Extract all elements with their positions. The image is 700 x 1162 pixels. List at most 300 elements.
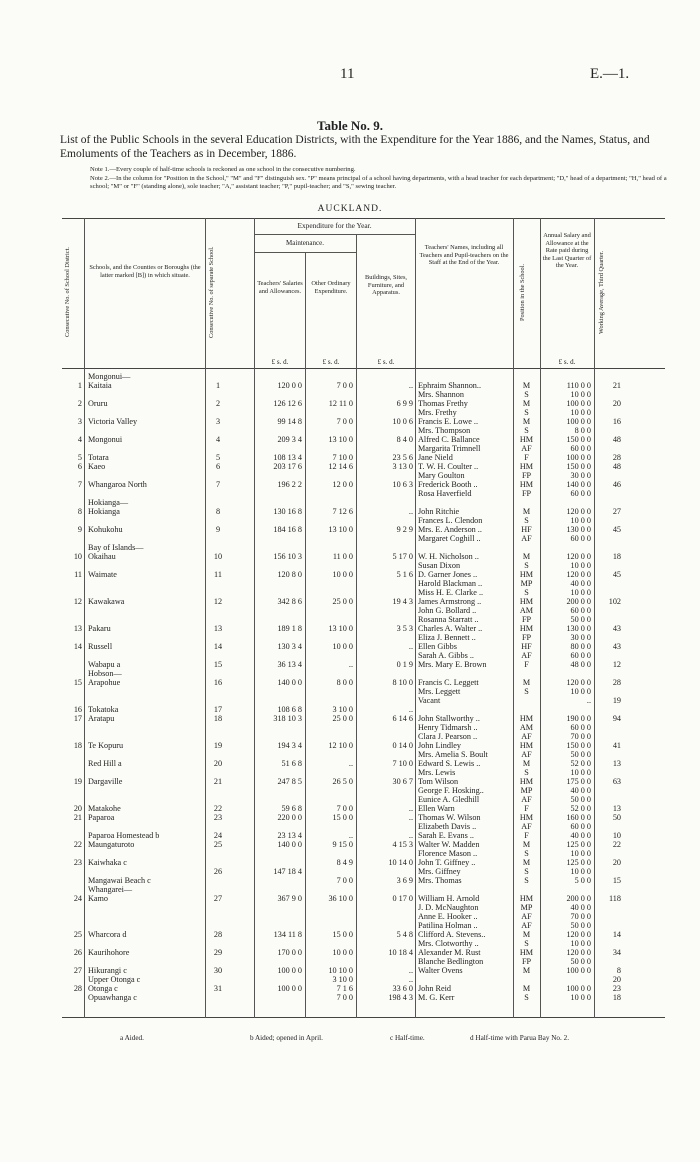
row-10-salaries: 203 17 6 <box>273 462 302 471</box>
row-52-annual-salary: 125 0 0 <box>566 840 591 849</box>
row-22-attendance: 45 <box>612 570 621 579</box>
row-62-district-no: 25 <box>73 930 82 939</box>
row-11-teacher-name: Mary Goulton <box>418 471 465 480</box>
row-30-school-name: Russell <box>88 642 113 651</box>
row-17-school-no: 9 <box>215 525 221 534</box>
col-rule-4 <box>305 252 306 1018</box>
row-1-teacher-name: Ephraim Shannon.. <box>418 381 481 390</box>
row-45-annual-salary: 175 0 0 <box>566 777 591 786</box>
row-2-position: S <box>524 390 529 399</box>
row-2-annual-salary: 10 0 0 <box>570 390 591 399</box>
row-64-school-name: Kaurihohore <box>88 948 130 957</box>
row-62-attendance: 14 <box>612 930 621 939</box>
row-52-school-name: Maungaturoto <box>88 840 135 849</box>
row-24-position: S <box>524 588 529 597</box>
row-7-school-no: 4 <box>215 435 221 444</box>
row-15-other-expenditure: 7 12 6 <box>332 507 353 516</box>
row-58-school-name: Kamo <box>88 894 109 903</box>
row-30-position: HF <box>521 642 532 651</box>
row-5-buildings: 10 0 6 <box>392 417 413 426</box>
row-38-school-no: 18 <box>213 714 223 723</box>
row-64-school-no: 29 <box>213 948 223 957</box>
row-3-teacher-name: Thomas Frethy <box>418 399 468 408</box>
row-24-teacher-name: Miss H. E. Clarke .. <box>418 588 484 597</box>
note-2: Note 2.—In the column for "Position in the School," "M" and "F" distinguish sex. "P" means principal of a school having departments, with a head teacher for each department; "D," head of a department; "H," head of a school; "M" or "F" (standing alone), sole teacher; "A," assistant teacher; "P," pupil-teacher; and "S," sewing teacher. <box>90 174 667 190</box>
row-38-teacher-name: John Stallworthy .. <box>418 714 480 723</box>
footnote-c: c Half-time. <box>390 1034 425 1042</box>
row-35-teacher-name: Mrs. Leggett <box>418 687 461 696</box>
row-52-school-no: 25 <box>213 840 223 849</box>
row-7-annual-salary: 150 0 0 <box>566 435 591 444</box>
row-40-position: AF <box>521 732 532 741</box>
row-39-position: AM <box>519 723 534 732</box>
row-14-school-name: Hokianga— <box>88 498 129 507</box>
row-37-school-name: Tokatoka <box>88 705 119 714</box>
row-59-teacher-name: J. D. McNaughton <box>418 903 479 912</box>
row-54-district-no: 23 <box>73 858 82 867</box>
row-34-district-no: 15 <box>73 678 82 687</box>
row-41-school-name: Te Kopuru <box>88 741 124 750</box>
row-36-teacher-name: Vacant <box>418 696 441 705</box>
row-66-district-no: 27 <box>73 966 82 975</box>
row-6-position: S <box>524 426 529 435</box>
row-52-district-no: 22 <box>73 840 82 849</box>
row-56-annual-salary: 5 0 0 <box>574 876 591 885</box>
row-1-salaries: 120 0 0 <box>277 381 302 390</box>
col-rule-5 <box>356 234 357 1018</box>
row-66-other-expenditure: 10 10 0 <box>328 966 353 975</box>
row-5-position: M <box>522 417 531 426</box>
row-46-annual-salary: 40 0 0 <box>570 786 591 795</box>
row-52-other-expenditure: 9 15 0 <box>332 840 353 849</box>
row-43-position: M <box>522 759 531 768</box>
document-reference: E.—1. <box>590 66 630 82</box>
row-41-buildings: 0 14 0 <box>392 741 413 750</box>
row-34-teacher-name: Francis C. Leggett <box>418 678 479 687</box>
row-60-position: AF <box>521 912 532 921</box>
row-64-annual-salary: 120 0 0 <box>566 948 591 957</box>
row-15-salaries: 130 16 8 <box>273 507 302 516</box>
row-9-annual-salary: 100 0 0 <box>566 453 591 462</box>
row-31-position: AF <box>521 651 532 660</box>
row-51-position: F <box>524 831 529 840</box>
row-62-salaries: 134 11 8 <box>273 930 302 939</box>
row-31-teacher-name: Sarah A. Gibbs .. <box>418 651 474 660</box>
row-46-position: MP <box>520 786 533 795</box>
row-43-teacher-name: Edward S. Lewis .. <box>418 759 481 768</box>
row-55-teacher-name: Mrs. Giffney <box>418 867 461 876</box>
row-22-buildings: 5 1 6 <box>396 570 413 579</box>
row-48-teacher-name: Ellen Warn <box>418 804 455 813</box>
row-45-attendance: 63 <box>612 777 621 786</box>
row-52-buildings: 4 15 3 <box>392 840 413 849</box>
row-66-salaries: 100 0 0 <box>277 966 302 975</box>
note-1: Note 1.—Every couple of half-time schools is reckoned as one school in the consecutive numbering. <box>90 166 356 173</box>
row-69-other-expenditure: 7 0 0 <box>336 993 353 1002</box>
row-2-teacher-name: Mrs. Shannon <box>418 390 464 399</box>
row-65-annual-salary: 50 0 0 <box>570 957 591 966</box>
row-22-district-no: 11 <box>74 570 82 579</box>
row-54-position: M <box>522 858 531 867</box>
row-29-annual-salary: 30 0 0 <box>570 633 591 642</box>
row-38-school-name: Aratapu <box>88 714 115 723</box>
row-35-position: S <box>524 687 529 696</box>
row-45-other-expenditure: 26 5 0 <box>332 777 353 786</box>
row-25-attendance: 102 <box>608 597 621 606</box>
row-39-annual-salary: 60 0 0 <box>570 723 591 732</box>
row-67-other-expenditure: 3 10 0 <box>332 975 353 984</box>
row-49-salaries: 220 0 0 <box>277 813 302 822</box>
row-17-salaries: 184 16 8 <box>273 525 302 534</box>
row-18-teacher-name: Margaret Coghill .. <box>418 534 481 543</box>
row-16-teacher-name: Frances L. Clendon <box>418 516 483 525</box>
row-47-position: AF <box>521 795 532 804</box>
row-7-teacher-name: Alfred C. Ballance <box>418 435 480 444</box>
row-60-teacher-name: Anne E. Hooker .. <box>418 912 478 921</box>
row-47-teacher-name: Eunice A. Gledhill <box>418 795 480 804</box>
row-15-buildings: .. <box>408 507 413 516</box>
header-lsd-buildings: £ s. d. <box>377 358 395 366</box>
row-5-salaries: 99 14 8 <box>277 417 302 426</box>
row-34-annual-salary: 120 0 0 <box>566 678 591 687</box>
row-53-teacher-name: Florence Mason .. <box>418 849 478 858</box>
row-24-annual-salary: 10 0 0 <box>570 588 591 597</box>
row-7-position: HM <box>519 435 534 444</box>
row-15-position: M <box>522 507 531 516</box>
row-48-school-name: Matakohe <box>88 804 121 813</box>
table-bottom-rule <box>62 1017 665 1018</box>
row-64-buildings: 10 18 4 <box>388 948 413 957</box>
row-19-school-name: Bay of Islands— <box>88 543 144 552</box>
row-28-annual-salary: 130 0 0 <box>566 624 591 633</box>
row-5-school-no: 3 <box>215 417 221 426</box>
row-12-other-expenditure: 12 0 0 <box>332 480 353 489</box>
header-lsd-salaries: £ s. d. <box>271 358 289 366</box>
row-34-buildings: 8 10 0 <box>392 678 413 687</box>
row-53-position: S <box>524 849 529 858</box>
row-58-teacher-name: William H. Arnold <box>418 894 480 903</box>
header-position: Position in the School. <box>519 263 526 321</box>
row-56-school-name: Mangawai Beach c <box>88 876 151 885</box>
row-37-buildings: .. <box>408 705 413 714</box>
row-49-attendance: 50 <box>612 813 621 822</box>
row-38-district-no: 17 <box>73 714 82 723</box>
row-49-school-name: Paparoa <box>88 813 115 822</box>
row-32-teacher-name: Mrs. Mary E. Brown <box>418 660 487 669</box>
row-58-school-no: 27 <box>213 894 223 903</box>
row-32-school-name: Wabapu a <box>88 660 121 669</box>
row-3-salaries: 126 12 6 <box>273 399 302 408</box>
row-28-position: HM <box>519 624 534 633</box>
row-10-district-no: 6 <box>77 462 82 471</box>
row-8-annual-salary: 60 0 0 <box>570 444 591 453</box>
row-3-school-name: Oruru <box>88 399 108 408</box>
row-48-position: F <box>524 804 529 813</box>
header-teachers: Teachers' Names, including all Teachers and Pupil-teachers on the Staff at the End of the Year. <box>419 244 509 267</box>
row-52-teacher-name: Walter W. Madden <box>418 840 480 849</box>
row-35-annual-salary: 10 0 0 <box>570 687 591 696</box>
row-34-school-no: 16 <box>213 678 223 687</box>
row-66-school-name: Hikurangi c <box>88 966 127 975</box>
row-48-salaries: 59 6 8 <box>281 804 302 813</box>
row-50-teacher-name: Elizabeth Davis .. <box>418 822 477 831</box>
row-9-school-name: Totara <box>88 453 109 462</box>
row-37-salaries: 108 6 8 <box>277 705 302 714</box>
row-30-salaries: 130 3 4 <box>277 642 302 651</box>
header-lsd-salary: £ s. d. <box>558 358 576 366</box>
row-7-buildings: 8 4 0 <box>396 435 413 444</box>
row-43-attendance: 13 <box>612 759 621 768</box>
row-66-school-no: 30 <box>213 966 223 975</box>
row-30-buildings: .. <box>408 642 413 651</box>
row-54-teacher-name: John T. Giffney .. <box>418 858 476 867</box>
row-38-salaries: 318 10 3 <box>273 714 302 723</box>
row-63-teacher-name: Mrs. Clotworthy .. <box>418 939 479 948</box>
row-45-district-no: 19 <box>73 777 82 786</box>
row-56-position: S <box>524 876 529 885</box>
row-10-annual-salary: 150 0 0 <box>566 462 591 471</box>
row-41-other-expenditure: 12 10 0 <box>328 741 353 750</box>
row-20-position: M <box>522 552 531 561</box>
col-rule-1 <box>84 218 85 1018</box>
row-45-teacher-name: Tom Wilson <box>418 777 459 786</box>
row-1-school-no: 1 <box>215 381 221 390</box>
row-64-other-expenditure: 10 0 0 <box>332 948 353 957</box>
region-heading: AUCKLAND. <box>317 204 383 214</box>
row-52-position: M <box>522 840 531 849</box>
row-25-district-no: 12 <box>73 597 82 606</box>
row-62-position: M <box>522 930 531 939</box>
row-5-district-no: 3 <box>77 417 82 426</box>
row-43-school-no: 20 <box>213 759 223 768</box>
table-header-rule <box>62 368 665 369</box>
row-30-district-no: 14 <box>73 642 82 651</box>
row-25-buildings: 19 4 3 <box>392 597 413 606</box>
row-10-position: HM <box>519 462 534 471</box>
row-48-annual-salary: 52 0 0 <box>570 804 591 813</box>
row-12-teacher-name: Frederick Booth .. <box>418 480 478 489</box>
table-notes <box>60 166 675 192</box>
row-61-teacher-name: Patilina Holman .. <box>418 921 478 930</box>
row-9-other-expenditure: 7 10 0 <box>332 453 353 462</box>
row-32-salaries: 36 13 4 <box>277 660 302 669</box>
row-10-other-expenditure: 12 14 6 <box>328 462 353 471</box>
row-1-annual-salary: 110 0 0 <box>566 381 591 390</box>
row-48-other-expenditure: 7 0 0 <box>336 804 353 813</box>
row-62-teacher-name: Clifford A. Stevens.. <box>418 930 486 939</box>
row-54-buildings: 10 14 0 <box>388 858 413 867</box>
row-20-school-no: 10 <box>213 552 223 561</box>
row-1-buildings: .. <box>408 381 413 390</box>
row-4-teacher-name: Mrs. Frethy <box>418 408 457 417</box>
row-51-teacher-name: Sarah E. Evans .. <box>418 831 474 840</box>
row-44-teacher-name: Mrs. Lewis <box>418 768 456 777</box>
row-30-other-expenditure: 10 0 0 <box>332 642 353 651</box>
row-58-salaries: 367 9 0 <box>277 894 302 903</box>
page-header <box>0 66 700 82</box>
row-69-annual-salary: 10 0 0 <box>570 993 591 1002</box>
header-salary: Annual Salary and Allowance at the Rate paid during the Last Quarter of the Year. <box>542 232 592 270</box>
row-41-school-no: 19 <box>213 741 223 750</box>
row-68-position: M <box>522 984 531 993</box>
row-7-salaries: 209 3 4 <box>277 435 302 444</box>
row-0-school-name: Mongonui— <box>88 372 131 381</box>
row-32-school-no: 15 <box>213 660 223 669</box>
row-36-attendance: 19 <box>612 696 621 705</box>
row-10-teacher-name: T. W. H. Coulter .. <box>418 462 479 471</box>
row-43-buildings: 7 10 0 <box>392 759 413 768</box>
row-34-attendance: 28 <box>612 678 621 687</box>
row-9-position: F <box>524 453 529 462</box>
row-49-school-no: 23 <box>213 813 223 822</box>
row-32-other-expenditure: .. <box>348 660 353 669</box>
row-52-attendance: 22 <box>612 840 621 849</box>
row-61-position: AF <box>521 921 532 930</box>
row-3-district-no: 2 <box>77 399 82 408</box>
row-41-position: HM <box>519 741 534 750</box>
row-5-annual-salary: 100 0 0 <box>566 417 591 426</box>
row-44-annual-salary: 10 0 0 <box>570 768 591 777</box>
row-49-position: HM <box>519 813 534 822</box>
footnote-b: b Aided; opened in April. <box>250 1034 323 1042</box>
row-56-teacher-name: Mrs. Thomas <box>418 876 462 885</box>
row-37-other-expenditure: 3 10 0 <box>332 705 353 714</box>
row-9-school-no: 5 <box>215 453 221 462</box>
col-rule-6 <box>415 218 416 1018</box>
row-17-buildings: 9 2 9 <box>396 525 413 534</box>
row-25-school-name: Kawakawa <box>88 597 125 606</box>
row-12-school-no: 7 <box>215 480 221 489</box>
row-36-annual-salary: .. <box>586 696 591 705</box>
row-15-annual-salary: 120 0 0 <box>566 507 591 516</box>
row-54-school-name: Kaiwhaka c <box>88 858 127 867</box>
row-23-teacher-name: Harold Blackman .. <box>418 579 483 588</box>
row-45-school-name: Dargaville <box>88 777 123 786</box>
row-22-school-no: 11 <box>214 570 222 579</box>
row-49-annual-salary: 160 0 0 <box>566 813 591 822</box>
row-38-other-expenditure: 25 0 0 <box>332 714 353 723</box>
row-55-position: S <box>524 867 529 876</box>
row-47-annual-salary: 50 0 0 <box>570 795 591 804</box>
row-62-school-name: Wharcora d <box>88 930 127 939</box>
row-61-annual-salary: 50 0 0 <box>570 921 591 930</box>
row-7-attendance: 48 <box>612 435 621 444</box>
row-34-school-name: Arapohue <box>88 678 121 687</box>
row-17-district-no: 9 <box>77 525 82 534</box>
row-21-position: S <box>524 561 529 570</box>
row-30-teacher-name: Ellen Gibbs <box>418 642 457 651</box>
row-32-annual-salary: 48 0 0 <box>570 660 591 669</box>
row-51-other-expenditure: .. <box>348 831 353 840</box>
row-57-school-name: Whangarei— <box>88 885 133 894</box>
row-51-attendance: 10 <box>612 831 621 840</box>
row-51-buildings: .. <box>408 831 413 840</box>
row-1-attendance: 21 <box>612 381 621 390</box>
row-68-school-no: 31 <box>213 984 223 993</box>
row-11-position: FP <box>521 471 532 480</box>
row-62-buildings: 5 4 8 <box>396 930 413 939</box>
header-school-no: Consecutive No. of separate School. <box>208 246 215 338</box>
row-3-other-expenditure: 12 11 0 <box>328 399 353 408</box>
row-22-teacher-name: D. Garner Jones .. <box>418 570 478 579</box>
row-66-annual-salary: 100 0 0 <box>566 966 591 975</box>
row-68-attendance: 23 <box>612 984 621 993</box>
row-28-salaries: 189 1 8 <box>277 624 302 633</box>
header-district-no: Consecutive No. of School District. <box>64 247 71 337</box>
row-67-buildings: .. <box>408 975 413 984</box>
row-67-attendance: 20 <box>612 975 621 984</box>
row-20-annual-salary: 120 0 0 <box>566 552 591 561</box>
header-buildings: Buildings, Sites, Furniture, and Apparatus. <box>364 274 408 297</box>
row-58-other-expenditure: 36 10 0 <box>328 894 353 903</box>
row-37-district-no: 16 <box>73 705 82 714</box>
row-54-other-expenditure: 8 4 9 <box>336 858 353 867</box>
table-title: Table No. 9. <box>317 118 383 133</box>
row-48-district-no: 20 <box>73 804 82 813</box>
row-40-annual-salary: 70 0 0 <box>570 732 591 741</box>
row-66-position: M <box>522 966 531 975</box>
row-20-buildings: 5 17 0 <box>392 552 413 561</box>
row-66-buildings: .. <box>408 966 413 975</box>
row-68-school-name: Otonga c <box>88 984 118 993</box>
row-34-other-expenditure: 8 0 0 <box>336 678 353 687</box>
row-28-attendance: 43 <box>612 624 621 633</box>
row-42-annual-salary: 50 0 0 <box>570 750 591 759</box>
row-51-school-no: 24 <box>213 831 223 840</box>
row-55-school-no: 26 <box>213 867 223 876</box>
row-48-school-no: 22 <box>213 804 223 813</box>
row-28-school-name: Pakaru <box>88 624 111 633</box>
row-16-annual-salary: 10 0 0 <box>570 516 591 525</box>
row-20-other-expenditure: 11 0 0 <box>332 552 353 561</box>
row-25-annual-salary: 200 0 0 <box>566 597 591 606</box>
row-67-school-name: Upper Otonga c <box>88 975 141 984</box>
row-5-other-expenditure: 7 0 0 <box>336 417 353 426</box>
row-41-annual-salary: 150 0 0 <box>566 741 591 750</box>
row-3-position: M <box>522 399 531 408</box>
row-56-other-expenditure: 7 0 0 <box>336 876 353 885</box>
row-43-school-name: Red Hill a <box>88 759 122 768</box>
row-28-buildings: 3 5 3 <box>396 624 413 633</box>
row-64-attendance: 34 <box>612 948 621 957</box>
row-62-other-expenditure: 15 0 0 <box>332 930 353 939</box>
row-17-other-expenditure: 13 10 0 <box>328 525 353 534</box>
row-65-teacher-name: Blanche Bedlington <box>418 957 484 966</box>
row-25-teacher-name: James Armstrong .. <box>418 597 482 606</box>
row-68-buildings: 33 6 0 <box>392 984 413 993</box>
row-69-buildings: 198 4 3 <box>388 993 413 1002</box>
row-33-school-name: Hobson— <box>88 669 122 678</box>
row-55-salaries: 147 18 4 <box>273 867 302 876</box>
row-40-teacher-name: Clara J. Pearson .. <box>418 732 478 741</box>
row-34-salaries: 140 0 0 <box>277 678 302 687</box>
footnote-a: a Aided. <box>120 1034 144 1042</box>
header-attendance: Working Average, Third Quarter. <box>598 250 605 334</box>
footnote-d: d Half-time with Parua Bay No. 2. <box>470 1034 570 1042</box>
row-68-teacher-name: John Reid <box>418 984 451 993</box>
row-22-school-name: Waimate <box>88 570 117 579</box>
row-30-attendance: 43 <box>612 642 621 651</box>
row-64-position: HM <box>519 948 534 957</box>
row-20-attendance: 18 <box>612 552 621 561</box>
row-68-annual-salary: 100 0 0 <box>566 984 591 993</box>
row-38-attendance: 94 <box>612 714 621 723</box>
row-7-other-expenditure: 13 10 0 <box>328 435 353 444</box>
row-17-school-name: Kohukohu <box>88 525 123 534</box>
row-22-annual-salary: 120 0 0 <box>566 570 591 579</box>
row-50-position: AF <box>521 822 532 831</box>
row-66-teacher-name: Walter Ovens <box>418 966 463 975</box>
